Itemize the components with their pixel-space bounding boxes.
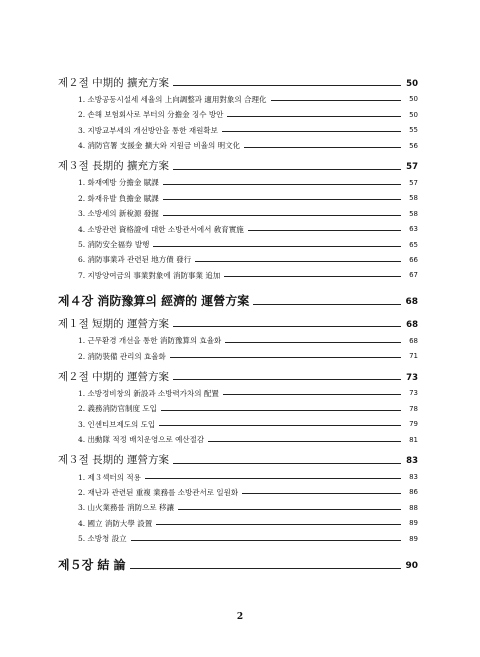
toc-leader-line — [173, 463, 401, 464]
toc-entry-title: 제２절 中期的 運營方案 — [58, 370, 169, 383]
toc-leader-line — [156, 524, 401, 525]
toc-entry-title: 3. 인센티브제도의 도입 — [78, 419, 156, 429]
toc-page-number: 57 — [409, 178, 418, 187]
toc-item — [58, 382, 418, 397]
toc-item — [58, 249, 418, 264]
toc-item — [58, 428, 418, 443]
toc-leader-line — [145, 478, 401, 479]
page-number: 2 — [236, 612, 244, 622]
toc-leader-line — [208, 441, 401, 442]
toc-page-number: 68 — [406, 319, 418, 330]
toc-leader-line — [223, 394, 401, 395]
toc-entry-title: 1. 화재예방 分擔金 賦課 — [78, 178, 159, 188]
toc-page-number: 50 — [409, 110, 418, 119]
toc-entry-title: 1. 제３섹터의 적용 — [78, 472, 141, 482]
toc-entry-title: 1. 소방공동시설세 세율의 上向調整과 適用對象의 合理化 — [78, 94, 267, 104]
toc-page-number: 83 — [409, 473, 418, 482]
toc-leader-line — [173, 326, 401, 327]
toc-page-number: 86 — [409, 488, 418, 497]
toc-item — [58, 527, 418, 542]
toc-page-number: 50 — [406, 78, 418, 89]
toc-leader-line — [130, 568, 401, 569]
toc-page-number: 63 — [409, 225, 418, 234]
toc-page-number: 50 — [409, 95, 418, 104]
toc-page-number: 68 — [405, 297, 418, 308]
toc-leader-line — [173, 379, 401, 380]
toc-leader-line — [244, 147, 401, 148]
toc-chapter — [58, 553, 418, 571]
toc-section — [58, 156, 418, 172]
toc-entry-title: 2. 손해 보험회사로 부터의 分擔金 징수 방안 — [78, 110, 224, 120]
toc-page-number: 71 — [409, 352, 418, 361]
toc-entry-title: 2. 消防裝備 관리의 효율화 — [78, 351, 166, 361]
toc-entry-title: 제１절 短期的 運營方案 — [58, 317, 169, 330]
toc-entry-title: 2. 재난과 관련된 重複 業務를 소방관서로 일원화 — [78, 487, 239, 497]
toc-page-number: 58 — [409, 194, 418, 203]
toc-entry-title: 5. 消防安全福券 발행 — [78, 240, 150, 250]
toc-page-number: 65 — [409, 240, 418, 249]
toc-section — [58, 366, 418, 382]
toc-entry-title: 2. 화재유발 負擔金 賦課 — [78, 193, 159, 203]
toc-leader-line — [173, 85, 401, 86]
toc-entry-title: 5. 소방청 設立 — [78, 534, 127, 544]
toc-item — [58, 187, 418, 202]
toc-leader-line — [253, 304, 401, 305]
toc-leader-line — [170, 357, 401, 358]
toc-page-number: 55 — [409, 126, 418, 135]
toc-item — [58, 202, 418, 217]
toc-entry-title: 제５장 結 論 — [58, 557, 126, 572]
toc-leader-line — [227, 116, 401, 117]
toc-leader-line — [153, 246, 401, 247]
toc-item — [58, 397, 418, 412]
toc-entry-title: 3. 山火業務를 消防으로 移讓 — [78, 503, 175, 513]
toc-page-number: 79 — [409, 420, 418, 429]
toc-entry-title: 2. 義務消防官制度 도입 — [78, 404, 157, 414]
toc-leader-line — [248, 230, 401, 231]
toc-entry-title: 제２절 中期的 擴充方案 — [58, 76, 169, 89]
toc-page-number: 89 — [409, 519, 418, 528]
toc-page-number: 56 — [409, 141, 418, 150]
toc-entry-title: 제３절 長期的 運營方案 — [58, 454, 169, 467]
toc-leader-line — [271, 100, 401, 101]
toc-item — [58, 233, 418, 248]
toc-leader-line — [195, 261, 401, 262]
toc-item — [58, 119, 418, 134]
toc-entry-title: 1. 소방정비창의 新設과 소방력가차의 配置 — [78, 388, 219, 398]
toc-entry-title: 1. 근무환경 개선을 통한 消防豫算의 효율화 — [78, 336, 222, 346]
toc-section — [58, 450, 418, 466]
toc-entry-title: 3. 소방세의 新稅源 發掘 — [78, 209, 159, 219]
toc-item — [58, 496, 418, 511]
toc-item — [58, 88, 418, 103]
toc-section — [58, 313, 418, 329]
table-of-contents — [58, 66, 418, 577]
toc-leader-line — [225, 342, 401, 343]
toc-leader-line — [224, 276, 401, 277]
toc-item — [58, 264, 418, 279]
toc-page-number: 73 — [406, 372, 418, 383]
toc-entry-title: 4. 國立 消防大學 設置 — [78, 518, 153, 528]
toc-entry-title: 7. 지방양여금의 事業對象에 消防事業 追加 — [78, 270, 221, 280]
toc-entry-title: 4. 消防官署 支援金 擴大와 지원금 비율의 明文化 — [78, 141, 241, 151]
toc-page-number: 83 — [406, 456, 418, 467]
toc-page-number: 58 — [409, 209, 418, 218]
toc-item — [58, 218, 418, 233]
toc-entry-title: 4. 出動隊 적정 배치운영으로 예산절감 — [78, 435, 205, 445]
toc-page-number: 73 — [409, 389, 418, 398]
toc-item — [58, 413, 418, 428]
toc-entry-title: 3. 지방교부세의 개선방안을 통한 재원확보 — [78, 125, 218, 135]
toc-item — [58, 512, 418, 527]
toc-page-number: 68 — [409, 336, 418, 345]
toc-page-number: 81 — [409, 435, 418, 444]
toc-page-number: 57 — [406, 162, 418, 173]
toc-item — [58, 466, 418, 481]
toc-page-number: 88 — [409, 503, 418, 512]
toc-item — [58, 345, 418, 360]
toc-leader-line — [163, 215, 401, 216]
toc-entry-title: 4. 소방관련 資格證에 대한 소방관서에서 敎育實施 — [78, 224, 244, 234]
toc-entry-title: 제４장 消防豫算의 經濟的 運營方案 — [58, 294, 250, 309]
toc-page-number: 66 — [409, 255, 418, 264]
toc-leader-line — [178, 509, 401, 510]
toc-chapter — [58, 289, 418, 307]
toc-entry-title: 제３절 長期的 擴充方案 — [58, 160, 169, 173]
toc-page-number: 78 — [409, 404, 418, 413]
toc-entry-title: 6. 消防事業과 관련된 地方債 發行 — [78, 255, 192, 265]
toc-leader-line — [222, 131, 401, 132]
toc-section — [58, 72, 418, 88]
toc-leader-line — [131, 540, 401, 541]
toc-page-number: 90 — [405, 560, 418, 571]
toc-leader-line — [163, 184, 401, 185]
toc-item — [58, 481, 418, 496]
toc-item — [58, 329, 418, 344]
toc-item — [58, 103, 418, 118]
toc-leader-line — [161, 410, 401, 411]
toc-leader-line — [159, 425, 401, 426]
toc-leader-line — [173, 169, 401, 170]
toc-leader-line — [163, 199, 401, 200]
toc-page-number: 67 — [409, 271, 418, 280]
toc-leader-line — [242, 493, 401, 494]
toc-page-number: 89 — [409, 534, 418, 543]
toc-item — [58, 134, 418, 149]
toc-item — [58, 172, 418, 187]
